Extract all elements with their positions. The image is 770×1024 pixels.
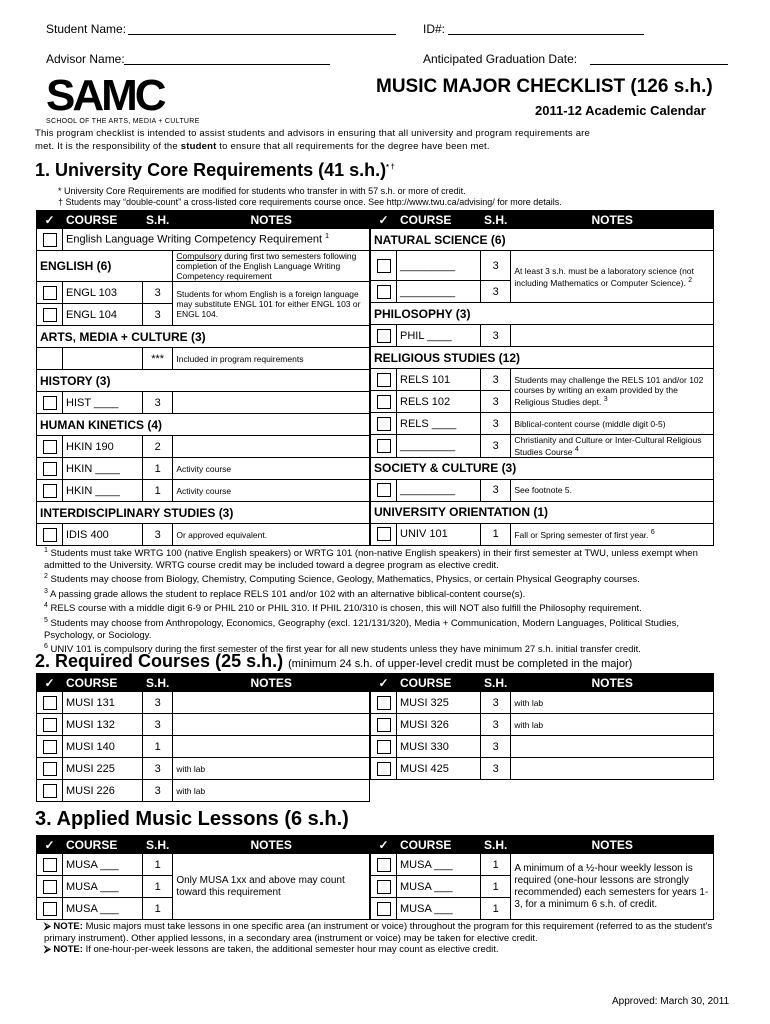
idis-note: Or approved equivalent. (173, 524, 370, 546)
samc-logo (46, 71, 200, 125)
course-note: with lab (173, 780, 370, 802)
course-header: COURSE (397, 836, 481, 854)
sh-value: 1 (143, 854, 173, 876)
sh-value: 3 (143, 304, 173, 326)
sh-value: 1 (481, 898, 511, 920)
sh-value: 1 (143, 736, 173, 758)
course-musi132: MUSI 132 (63, 714, 143, 736)
advisor-name-field[interactable] (124, 53, 330, 65)
course-header: COURSE (397, 211, 481, 229)
sh-value: 3 (143, 524, 173, 546)
sh-value: 3 (481, 325, 511, 347)
sh-value: 1 (143, 876, 173, 898)
course-musa: MUSA ___ (63, 854, 143, 876)
interdis-subhead: INTERDISCIPLINARY STUDIES (3) (37, 502, 370, 524)
course-note (511, 758, 714, 780)
notes-header: NOTES (511, 211, 714, 229)
checkbox-ewcr[interactable] (43, 233, 57, 247)
student-name-label: Student Name: (46, 22, 127, 36)
checkbox-hkin190[interactable] (43, 440, 57, 454)
sh-value: 3 (481, 251, 511, 281)
intro-text: This program checklist is intended to assist students and advisors in ensuring that all university and program requirements are met. It is the responsibility of the student to ensure that all requirements for the degree have been met. (35, 128, 591, 152)
required-left-table (36, 673, 370, 802)
sh-value: 3 (143, 758, 173, 780)
checkbox-idis400[interactable] (43, 528, 57, 542)
sc-subhead: SOCIETY & CULTURE (3) (371, 457, 714, 479)
course-note: with lab (511, 692, 714, 714)
course-blank: _________ (397, 281, 481, 303)
lessons-right-note: A minimum of a ½-hour weekly lesson is required (one-hour lessons are strongly recommended) each semesters for years 1-3, for a minimum 6 s.h. of credit. (511, 854, 714, 920)
course-hkin: HKIN ____ (63, 480, 143, 502)
approved-date: Approved: March 30, 2011 (612, 996, 730, 1007)
sh-header: S.H. (143, 836, 173, 854)
sh-value: 1 (481, 523, 511, 545)
hk-subhead: HUMAN KINETICS (4) (37, 414, 370, 436)
checkbox-rels[interactable] (377, 417, 391, 431)
notes-header: NOTES (173, 674, 370, 692)
course-musi131: MUSI 131 (63, 692, 143, 714)
checkbox-rels101[interactable] (377, 373, 391, 387)
id-field[interactable] (448, 23, 644, 35)
rels-note: Students may challenge the RELS 101 and/or 102 courses by writing an exam provided by the Religious Studies dept. $^3$ (511, 369, 714, 413)
ns-subhead: NATURAL SCIENCE (6) (371, 229, 714, 251)
uo-subhead: UNIVERSITY ORIENTATION (1) (371, 501, 714, 523)
checkbox-sc[interactable] (377, 483, 391, 497)
checkbox-musi225[interactable] (43, 762, 57, 776)
lessons-left-note: Only MUSA 1xx and above may count toward this requirement (173, 854, 370, 920)
course-musa: MUSA ___ (397, 854, 481, 876)
course-header: COURSE (63, 674, 143, 692)
core-note-2: † Students may “double-count” a cross-listed core requirements course once. See http://www.twu.ca/advising/ for more details. (58, 197, 562, 207)
course-idis400: IDIS 400 (63, 524, 143, 546)
sh-value: 1 (481, 854, 511, 876)
course-note (173, 692, 370, 714)
checkbox-hist[interactable] (43, 396, 57, 410)
checkbox-musa-6[interactable] (377, 902, 391, 916)
logo-wordmark: SAMC (46, 71, 164, 120)
sh-value: 3 (481, 281, 511, 303)
course-hist: HIST ____ (63, 392, 143, 414)
notes-header: NOTES (511, 674, 714, 692)
course-musa: MUSA ___ (397, 876, 481, 898)
course-musi225: MUSI 225 (63, 758, 143, 780)
check-header: ✓ (37, 211, 63, 229)
course-engl104: ENGL 104 (63, 304, 143, 326)
course-note: with lab (511, 714, 714, 736)
history-subhead: HISTORY (3) (37, 370, 370, 392)
checkbox-musa-1[interactable] (43, 858, 57, 872)
checkbox-univ101[interactable] (377, 527, 391, 541)
phil-subhead: PHILOSOPHY (3) (371, 303, 714, 325)
checkbox-musa-4[interactable] (377, 858, 391, 872)
course-blank: _________ (397, 435, 481, 458)
grad-date-label: Anticipated Graduation Date: (423, 52, 578, 66)
course-musa: MUSA ___ (63, 876, 143, 898)
section1-heading: 1. University Core Requirements (41 s.h.)* † (35, 160, 395, 180)
course-blank: _________ (397, 251, 481, 281)
course-header: COURSE (63, 211, 143, 229)
course-rels102: RELS 102 (397, 391, 481, 413)
rels-note-2: Biblical-content course (middle digit 0-5) (511, 413, 714, 435)
checkbox-musa-5[interactable] (377, 880, 391, 894)
sh-value: 2 (143, 436, 173, 458)
checkbox-musi330[interactable] (377, 740, 391, 754)
checkbox-engl104[interactable] (43, 308, 57, 322)
advisor-name-label: Advisor Name: (46, 52, 125, 66)
activity-note: Activity course (173, 480, 370, 502)
course-univ101: UNIV 101 (397, 523, 481, 545)
student-name-field[interactable] (128, 23, 396, 35)
sh-value: 3 (481, 692, 511, 714)
academic-calendar: 2011-12 Academic Calendar (535, 103, 706, 118)
check-header: ✓ (37, 674, 63, 692)
course-musi325: MUSI 325 (397, 692, 481, 714)
course-engl103: ENGL 103 (63, 282, 143, 304)
rels-note-3: Christianity and Culture or Inter-Cultural Religious Studies Course $^4$ (511, 435, 714, 458)
ns-note: At least 3 s.h. must be a laboratory science (not including Mathematics or Computer Science). $^2$ (511, 251, 714, 303)
checkbox-musi140[interactable] (43, 740, 57, 754)
checkbox-musa-3[interactable] (43, 902, 57, 916)
checkbox-phil[interactable] (377, 329, 391, 343)
sh-header: S.H. (481, 211, 511, 229)
lessons-left-table (36, 835, 370, 920)
course-note (511, 736, 714, 758)
notes-header: NOTES (511, 836, 714, 854)
english-note-2: Students for whom English is a foreign language may substitute ENGL 101 for either ENGL 103 or ENGL 104. (173, 282, 370, 326)
activity-note: Activity course (173, 458, 370, 480)
rs-subhead: RELIGIOUS STUDIES (12) (371, 347, 714, 369)
univ-note: Fall or Spring semester of first year. $^6$ (511, 523, 714, 545)
sh-header: S.H. (143, 211, 173, 229)
sh-value: 1 (481, 876, 511, 898)
lessons-notes: ⮚ NOTE: Music majors must take lessons in one specific area (an instrument or voice) throughout the program for this requirement (referred to as the student’s primary instrument). Other applied lessons, in a secondary area (instrument or voice) may be taken for elective credit. ⮚ NOTE: If one-hour-per-week lessons are taken, the additional semester hour may count as elective credit. (44, 921, 713, 955)
sh-value: 3 (481, 413, 511, 435)
course-hkin: HKIN ____ (63, 458, 143, 480)
course-musa: MUSA ___ (397, 898, 481, 920)
sc-note: See footnote 5. (511, 479, 714, 501)
grad-date-field[interactable] (590, 53, 728, 65)
core-right-table (370, 210, 714, 546)
course-musi140: MUSI 140 (63, 736, 143, 758)
checkbox-musi325[interactable] (377, 696, 391, 710)
logo-subtitle: SCHOOL OF THE ARTS, MEDIA + CULTURE (46, 118, 200, 125)
english-note: Compulsory during first two semesters following completion of the English Language Writing Competency requirement (173, 251, 370, 282)
sh-value: 3 (481, 391, 511, 413)
checkbox-ns-2[interactable] (377, 285, 391, 299)
sh-value: 3 (481, 736, 511, 758)
checkbox-musi226[interactable] (43, 784, 57, 798)
course-rels: RELS ____ (397, 413, 481, 435)
course-header: COURSE (397, 674, 481, 692)
course-musi326: MUSI 326 (397, 714, 481, 736)
check-header: ✓ (37, 836, 63, 854)
course-blank: _________ (397, 479, 481, 501)
checkbox-rels-blank[interactable] (377, 439, 391, 453)
core-footnotes: $^1$ Students must take WRTG 100 (native English speakers) or WRTG 101 (non-native English speakers) in their first semester at TWU, unless exempt when admitted to the University. WRTG course credit may be included toward a degree program as elective credit. $^2$ Students may choose from Biology, Chemistry, Computing Science, Geology, Mathematics, Physics, or certain Physical Geography courses. $^3$ A passing grade allows the student to replace RELS 101 and/or 102 with an alternative biblical-content course(s). $^4$ RELS course with a middle digit 6-9 or PHIL 210 or PHIL 310. If PHIL 210/310 is chosen, this will NOT also fulfill the Philosophy requirement. $^5$ Students may choose from Anthropology, Economics, Geography (excl. 121/131/320), Media + Communication, Modern Languages, Political Studies, Psychology, or Sociology. $^6$ UNIV 101 is compulsory during the first semester of the first year for all new students unless they have minimum 27 s.h. initial transfer credit. (44, 547, 698, 656)
sh-value: 3 (143, 714, 173, 736)
course-musi330: MUSI 330 (397, 736, 481, 758)
course-musi226: MUSI 226 (63, 780, 143, 802)
course-note (173, 736, 370, 758)
sh-value: 3 (481, 714, 511, 736)
section2-heading: 2. Required Courses (25 s.h.) (minimum 24 s.h. of upper-level credit must be completed in the major) (35, 651, 633, 671)
course-musi425: MUSI 425 (397, 758, 481, 780)
checkbox-musi131[interactable] (43, 696, 57, 710)
checkbox-musi326[interactable] (377, 718, 391, 732)
check-header: ✓ (371, 211, 397, 229)
page-title: MUSIC MAJOR CHECKLIST (126 s.h.) (376, 76, 713, 97)
course-rels101: RELS 101 (397, 369, 481, 391)
notes-header: NOTES (173, 211, 370, 229)
sh-value: 1 (143, 898, 173, 920)
checkbox-musa-2[interactable] (43, 880, 57, 894)
ewcr-label: English Language Writing Competency Requirement $^1$ (63, 229, 370, 251)
checkbox-engl103[interactable] (43, 286, 57, 300)
checkbox-rels102[interactable] (377, 395, 391, 409)
amc-note: Included in program requirements (173, 348, 370, 370)
sh-value: 3 (143, 282, 173, 304)
check-header: ✓ (371, 836, 397, 854)
notes-header: NOTES (173, 836, 370, 854)
course-musa: MUSA ___ (63, 898, 143, 920)
sh-value: 3 (481, 758, 511, 780)
required-right-table (370, 673, 714, 780)
section3-heading: 3. Applied Music Lessons (6 s.h.) (35, 808, 349, 830)
sh-value: 3 (143, 692, 173, 714)
checkbox-hkin-1[interactable] (43, 462, 57, 476)
sh-header: S.H. (481, 674, 511, 692)
checkbox-musi425[interactable] (377, 762, 391, 776)
sh-header: S.H. (481, 836, 511, 854)
core-left-table (36, 210, 370, 546)
amc-subhead: ARTS, MEDIA + CULTURE (3) (37, 326, 370, 348)
checkbox-musi132[interactable] (43, 718, 57, 732)
course-phil: PHIL ____ (397, 325, 481, 347)
course-header: COURSE (63, 836, 143, 854)
sh-header: S.H. (143, 674, 173, 692)
core-note-1: * University Core Requirements are modified for students who transfer in with 57 s.h. or more of credit. (58, 186, 466, 196)
sh-value: 1 (143, 480, 173, 502)
check-header: ✓ (371, 674, 397, 692)
sh-value: 3 (481, 369, 511, 391)
course-note: with lab (173, 758, 370, 780)
course-hkin190: HKIN 190 (63, 436, 143, 458)
amc-stars: *** (143, 348, 173, 370)
checkbox-ns-1[interactable] (377, 259, 391, 273)
id-label: ID#: (423, 22, 446, 36)
sh-value: 3 (481, 479, 511, 501)
english-subhead: ENGLISH (6) (37, 251, 173, 282)
checkbox-hkin-2[interactable] (43, 484, 57, 498)
course-note (173, 714, 370, 736)
sh-value: 1 (143, 458, 173, 480)
sh-value: 3 (143, 392, 173, 414)
sh-value: 3 (143, 780, 173, 802)
sh-value: 3 (481, 435, 511, 458)
lessons-right-table (370, 835, 714, 920)
